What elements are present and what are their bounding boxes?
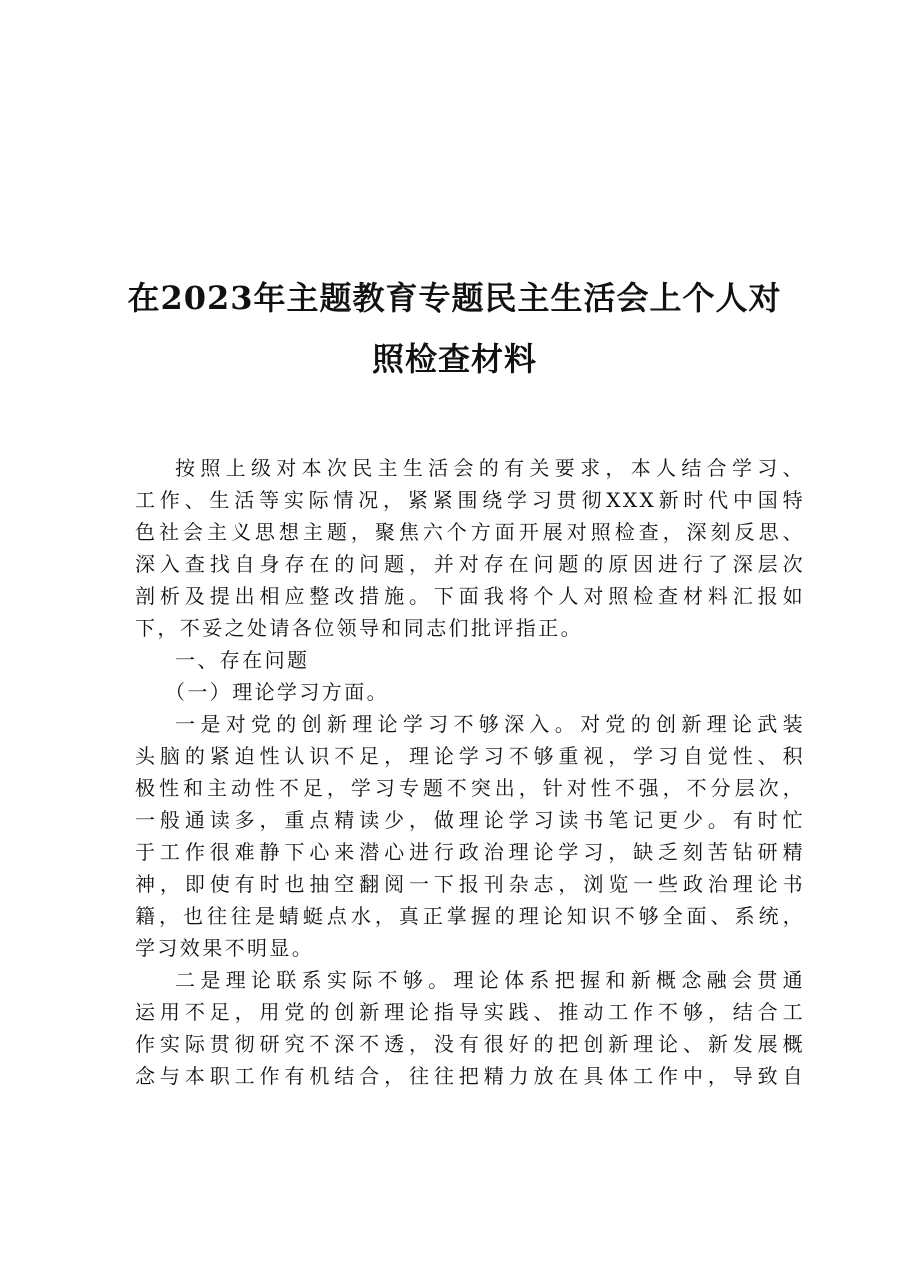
paragraph-line: 作实际贯彻研究不深不透，没有很好的把创新理论、新发展概: [135, 1032, 805, 1056]
section-heading-problems: [135, 644, 805, 676]
intro-paragraph: [135, 452, 805, 644]
body-paragraph-2: [135, 964, 805, 1092]
paragraph-line: 运用不足，用党的创新理论指导实践、推动工作不够，结合工: [135, 1000, 805, 1024]
paragraph-line: 下，不妥之处请各位领导和同志们批评指正。: [135, 616, 583, 640]
paragraph-line: 深入查找自身存在的问题，并对存在问题的原因进行了深层次: [135, 552, 805, 576]
paragraph-line: 色社会主义思想主题，聚焦六个方面开展对照检查，深刻反思、: [135, 520, 805, 544]
document-title-line-2: 照检查材料: [371, 340, 537, 378]
paragraph-line: 神，即使有时也抽空翻阅一下报刊杂志，浏览一些政治理论书: [135, 872, 805, 896]
subheading-line: （一）理论学习方面。: [165, 680, 389, 704]
body-paragraph-1: [135, 708, 805, 964]
paragraph-line: 于工作很难静下心来潜心进行政治理论学习，缺乏刻苦钻研精: [135, 840, 805, 864]
paragraph-line: 念与本职工作有机结合，往往把精力放在具体工作中，导致自: [135, 1064, 805, 1088]
heading-line: 一、存在问题: [175, 648, 310, 672]
document-title-line-1: 在2023年主题教育专题民主生活会上个人对: [127, 279, 782, 317]
paragraph-line: 工作、生活等实际情况，紧紧围绕学习贯彻XXX新时代中国特: [135, 488, 805, 512]
paragraph-line: 剖析及提出相应整改措施。下面我将个人对照检查材料汇报如: [135, 584, 805, 608]
paragraph-line: 二是理论联系实际不够。理论体系把握和新概念融会贯通: [175, 968, 805, 992]
paragraph-line: 按照上级对本次民主生活会的有关要求，本人结合学习、: [175, 456, 805, 480]
paragraph-line: 学习效果不明显。: [135, 936, 315, 960]
paragraph-line: 一般通读多，重点精读少，做理论学习读书笔记更少。有时忙: [135, 808, 805, 832]
paragraph-line: 一是对党的创新理论学习不够深入。对党的创新理论武装: [175, 712, 805, 736]
paragraph-line: 极性和主动性不足，学习专题不突出，针对性不强，不分层次，: [135, 776, 805, 800]
paragraph-line: 籍，也往往是蜻蜓点水，真正掌握的理论知识不够全面、系统，: [135, 904, 805, 928]
document-body: [135, 452, 805, 1092]
subsection-heading-theory-study: [135, 676, 805, 708]
paragraph-line: 头脑的紧迫性认识不足，理论学习不够重视，学习自觉性、积: [135, 744, 805, 768]
